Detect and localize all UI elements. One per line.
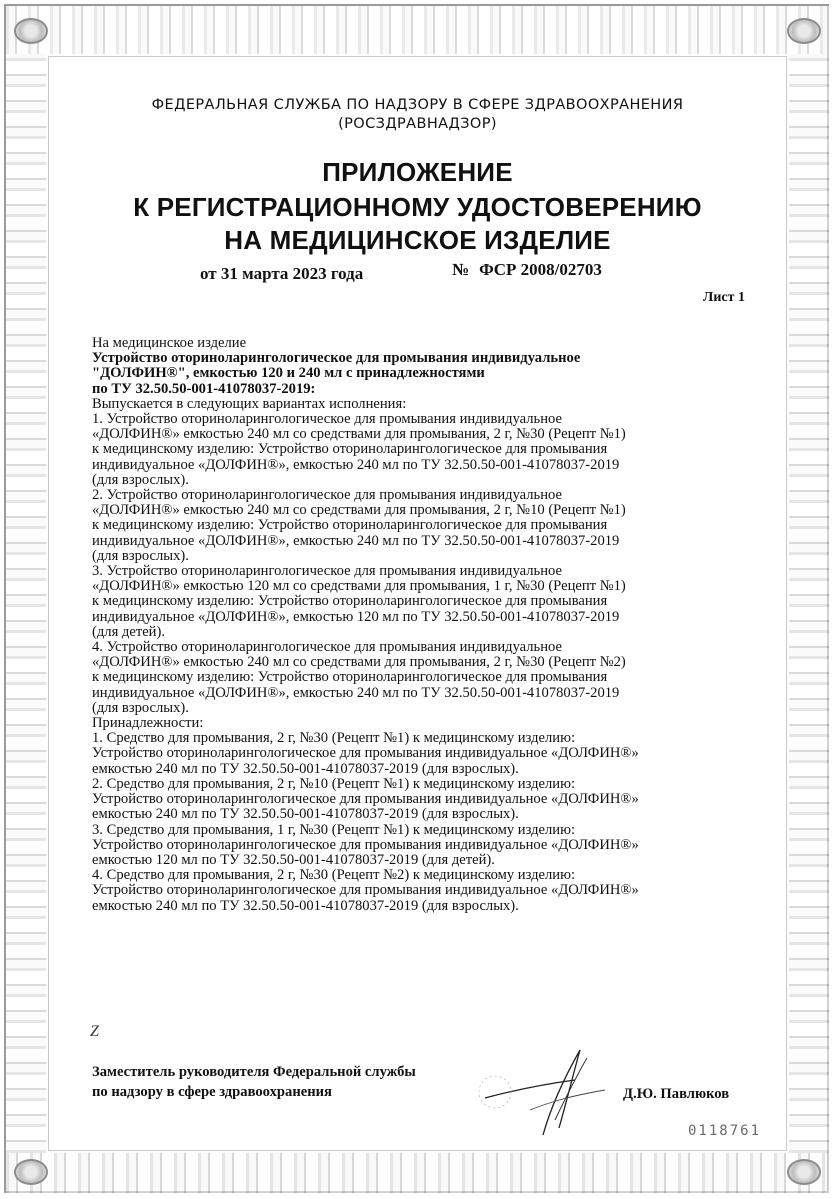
sheet-number: Лист 1	[702, 290, 745, 305]
signatory-title-line2: по надзору в сфере здравоохранения	[92, 1084, 332, 1100]
accessory-line: емкостью 120 мл по ТУ 32.50.50-001-41078037-2019 (для детей).	[92, 851, 495, 868]
signatory-title-line1: Заместитель руководителя Федеральной службы	[92, 1064, 416, 1080]
device-title-line: по ТУ 32.50.50-001-41078037-2019:	[92, 380, 316, 397]
accessory-line: емкостью 240 мл по ТУ 32.50.50-001-41078037-2019 (для взрослых).	[92, 760, 519, 777]
variant-line: 1. Устройство оториноларингологическое для промывания индивидуальное	[92, 411, 562, 428]
agency-header	[60, 96, 775, 134]
handwritten-signature	[455, 1040, 625, 1140]
document-title-line3: НА МЕДИЦИНСКОЕ ИЗДЕЛИЕ	[224, 225, 611, 255]
number-sign: №	[452, 260, 470, 279]
variant-line: «ДОЛФИН®» емкостью 120 мл со средствами для промывания, 1 г, №30 (Рецепт №1)	[92, 578, 626, 595]
accessory-line: Устройство оториноларингологическое для промывания индивидуальное «ДОЛФИН®»	[92, 745, 639, 762]
issue-date: от 31 марта 2023 года	[200, 264, 364, 283]
device-title-line: "ДОЛФИН®", емкостью 120 и 240 мл с принадлежностями	[92, 365, 485, 382]
variant-line: «ДОЛФИН®» емкостью 240 мл со средствами для промывания, 2 г, №10 (Рецепт №1)	[92, 502, 626, 519]
accessory-line: 2. Средство для промывания, 2 г, №10 (Рецепт №1) к медицинскому изделию:	[92, 775, 576, 792]
variant-line: (для детей).	[92, 623, 166, 640]
variant-line: 3. Устройство оториноларингологическое для промывания индивидуальное	[92, 563, 562, 580]
variant-line: индивидуальное «ДОЛФИН®», емкостью 120 мл по ТУ 32.50.50-001-41078037-2019	[92, 608, 620, 625]
variant-line: к медицинскому изделию: Устройство оториноларингологическое для промывания	[92, 517, 608, 534]
certificate-number-value: ФСР 2008/02703	[479, 260, 602, 279]
document-title-line1: ПРИЛОЖЕНИЕ	[322, 157, 513, 187]
end-of-text-mark: Z	[90, 1023, 99, 1040]
variant-line: «ДОЛФИН®» емкостью 240 мл со средствами для промывания, 2 г, №30 (Рецепт №1)	[92, 426, 626, 443]
accessory-line: емкостью 240 мл по ТУ 32.50.50-001-41078037-2019 (для взрослых).	[92, 806, 519, 823]
variant-line: индивидуальное «ДОЛФИН®», емкостью 240 мл по ТУ 32.50.50-001-41078037-2019	[92, 684, 620, 701]
document-body	[92, 336, 762, 914]
variant-line: к медицинскому изделию: Устройство оториноларингологическое для промывания	[92, 593, 608, 610]
intro-text: На медицинское изделие	[92, 335, 247, 351]
accessories-heading: Принадлежности:	[92, 715, 204, 732]
accessory-line: емкостью 240 мл по ТУ 32.50.50-001-41078037-2019 (для взрослых).	[92, 897, 519, 914]
signatory-title	[92, 1062, 416, 1102]
variant-line: к медицинскому изделию: Устройство оториноларингологическое для промывания	[92, 669, 608, 686]
accessory-line: Устройство оториноларингологическое для промывания индивидуальное «ДОЛФИН®»	[92, 836, 639, 853]
accessory-line: Устройство оториноларингологическое для промывания индивидуальное «ДОЛФИН®»	[92, 791, 639, 808]
accessory-line: 3. Средство для промывания, 1 г, №30 (Рецепт №1) к медицинскому изделию:	[92, 821, 576, 838]
variant-line: (для взрослых).	[92, 471, 189, 488]
variant-line: 4. Устройство оториноларингологическое для промывания индивидуальное	[92, 639, 562, 656]
agency-name: ФЕДЕРАЛЬНАЯ СЛУЖБА ПО НАДЗОРУ В СФЕРЕ ЗДРАВООХРАНЕНИЯ	[151, 97, 684, 113]
accessory-line: 1. Средство для промывания, 2 г, №30 (Рецепт №1) к медицинскому изделию:	[92, 730, 576, 747]
variant-line: индивидуальное «ДОЛФИН®», емкостью 240 мл по ТУ 32.50.50-001-41078037-2019	[92, 532, 620, 549]
variant-line: (для взрослых).	[92, 547, 189, 564]
form-serial-number: 0118761	[688, 1123, 762, 1139]
certificate-number	[452, 260, 612, 280]
accessory-line: 4. Средство для промывания, 2 г, №30 (Рецепт №2) к медицинскому изделию:	[92, 867, 576, 884]
variant-line: «ДОЛФИН®» емкостью 240 мл со средствами для промывания, 2 г, №30 (Рецепт №2)	[92, 654, 626, 671]
variant-line: к медицинскому изделию: Устройство оториноларингологическое для промывания	[92, 441, 608, 458]
document-title-line2: К РЕГИСТРАЦИОННОМУ УДОСТОВЕРЕНИЮ	[133, 192, 702, 222]
signatory-name: Д.Ю. Павлюков	[623, 1086, 730, 1102]
device-title-line: Устройство оториноларингологическое для промывания индивидуальное	[92, 350, 581, 367]
variant-line: (для взрослых).	[92, 699, 189, 716]
variant-line: индивидуальное «ДОЛФИН®», емкостью 240 мл по ТУ 32.50.50-001-41078037-2019	[92, 456, 620, 473]
accessory-line: Устройство оториноларингологическое для промывания индивидуальное «ДОЛФИН®»	[92, 882, 639, 899]
agency-abbreviation: (РОСЗДРАВНАДЗОР)	[338, 116, 497, 132]
variant-line: 2. Устройство оториноларингологическое для промывания индивидуальное	[92, 487, 562, 504]
variants-heading: Выпускается в следующих вариантах исполнения:	[92, 395, 407, 412]
